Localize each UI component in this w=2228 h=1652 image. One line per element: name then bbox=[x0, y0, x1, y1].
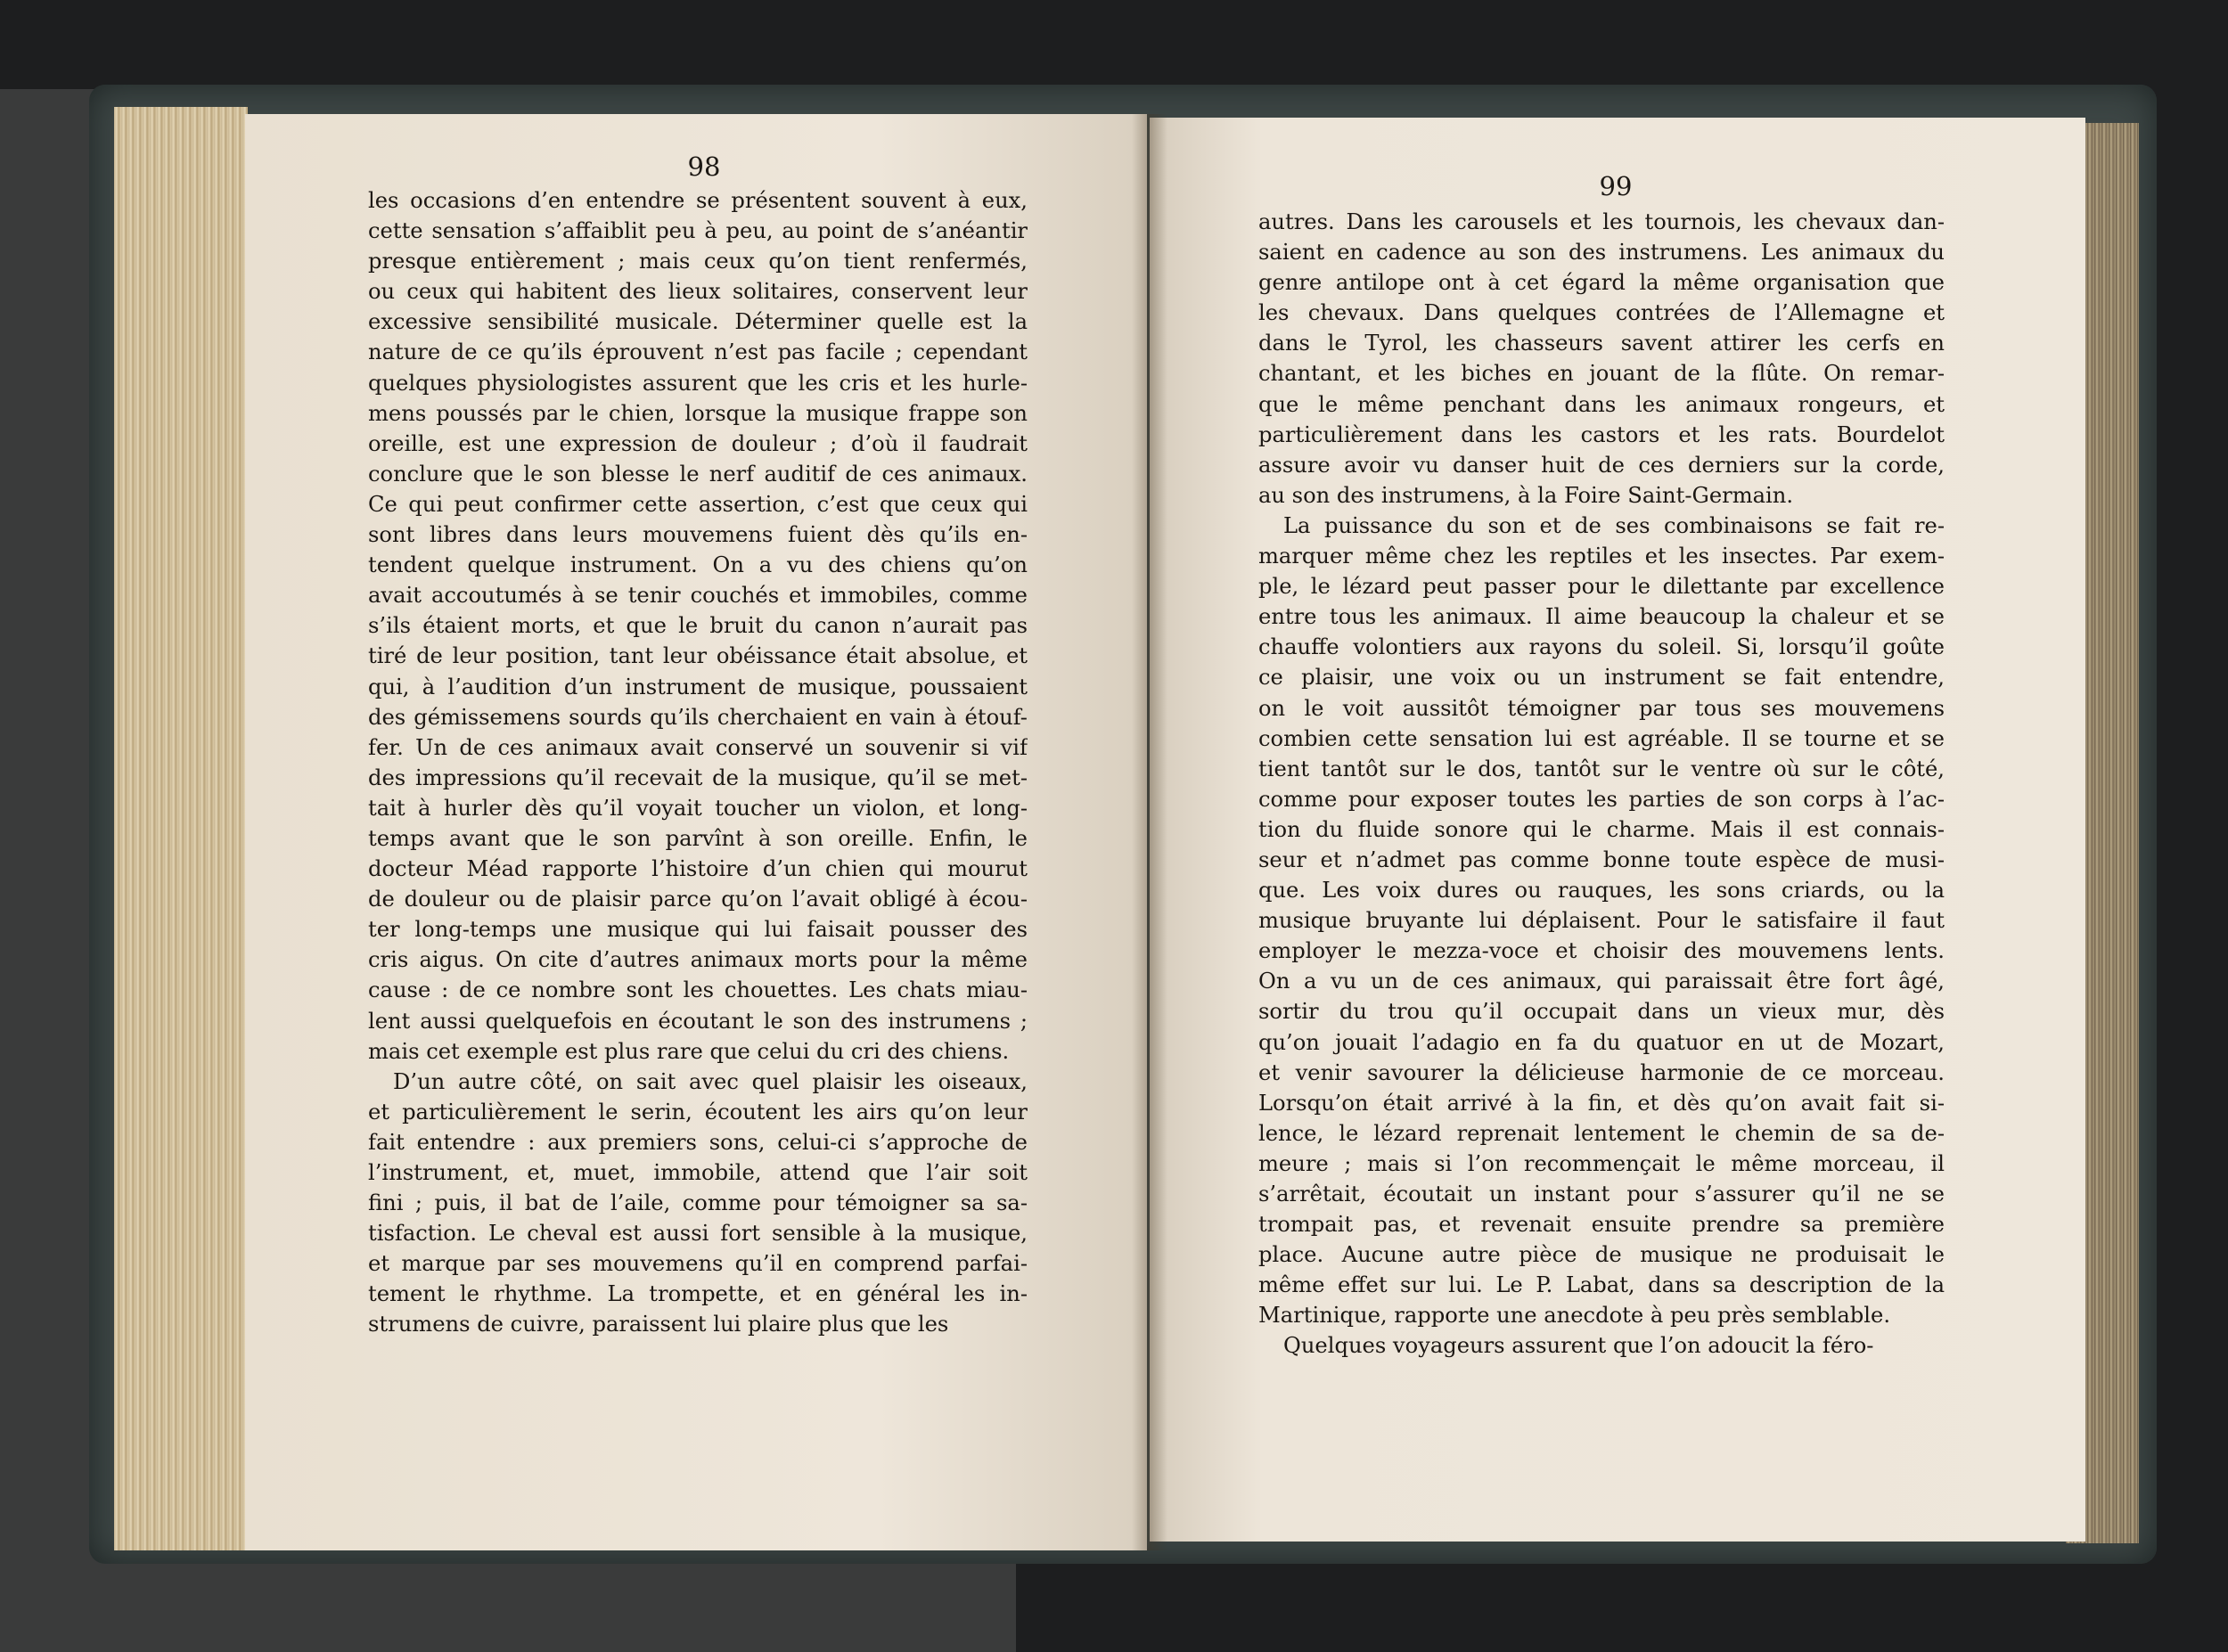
page-stack-left bbox=[114, 107, 248, 1550]
text-line: tient tantôt sur le dos, tantôt sur le ventre où sur le côté, bbox=[1258, 756, 1945, 781]
text-line: l’instrument, et, muet, immobile, attend que l’air soit bbox=[368, 1160, 1028, 1185]
right-page-text bbox=[1258, 207, 1945, 1362]
text-line: cause : de ce nombre sont les chouettes. Les chats miau- bbox=[368, 977, 1028, 1003]
text-line: comme pour exposer toutes les parties de son corps à l’ac- bbox=[1258, 786, 1945, 812]
text-line: particulièrement dans les castors et les rats. Bourdelot bbox=[1258, 421, 1945, 447]
text-line: oreille, est une expression de douleur ; d’où il faudrait bbox=[368, 430, 1028, 456]
text-line: marquer même chez les reptiles et les insectes. Par exem- bbox=[1258, 544, 1945, 569]
text-line: ple, le lézard peut passer pour le dilettante par excellence bbox=[1258, 574, 1945, 600]
text-line: Lorsqu’on était arrivé à la fin, et dès qu’on avait fait si- bbox=[1258, 1090, 1945, 1116]
text-line: tisfaction. Le cheval est aussi fort sensible à la musique, bbox=[368, 1221, 1028, 1247]
text-line: mens poussés par le chien, lorsque la musique frappe son bbox=[368, 400, 1028, 426]
text-line: et marque par ses mouvemens qu’il en comprend parfai- bbox=[368, 1251, 1028, 1277]
text-line: que le même penchant dans les animaux rongeurs, et bbox=[1258, 391, 1945, 417]
text-line: ter long-temps une musique qui lui faisait pousser des bbox=[368, 917, 1028, 943]
text-line: et particulièrement le serin, écoutent les airs qu’on leur bbox=[368, 1099, 1028, 1125]
text-line: trompait pas, et revenait ensuite prendre sa première bbox=[1258, 1212, 1945, 1238]
text-line: chantant, et les biches en jouant de la flûte. On remar- bbox=[1258, 361, 1945, 387]
text-line: qu’on jouait l’adagio en fa du quatuor en ut de Mozart, bbox=[1258, 1029, 1945, 1055]
scan-backdrop-top bbox=[0, 0, 1016, 89]
text-line: des gémissemens sourds qu’ils cherchaient en vain à étouf- bbox=[368, 704, 1028, 730]
text-line: avait accoutumés à se tenir couchés et immobiles, comme bbox=[368, 583, 1028, 609]
text-line: place. Aucune autre pièce de musique ne produisait le bbox=[1258, 1242, 1945, 1268]
text-line: tendent quelque instrument. On a vu des chiens qu’on bbox=[368, 552, 1028, 578]
text-line: s’ils étaient morts, et que le bruit du canon n’aurait pas bbox=[368, 613, 1028, 639]
text-line: même effet sur lui. Le P. Labat, dans sa description de la bbox=[1258, 1272, 1945, 1298]
text-line: autres. Dans les carousels et les tournois, les chevaux dan- bbox=[1258, 209, 1945, 234]
text-line: meure ; mais si l’on recommençait le même morceau, il bbox=[1258, 1150, 1945, 1176]
text-line: lent aussi quelquefois en écoutant le son des instrumens ; bbox=[368, 1008, 1028, 1034]
text-line: lence, le lézard reprenait lentement le chemin de sa de- bbox=[1258, 1120, 1945, 1146]
right-page bbox=[1150, 118, 2085, 1542]
text-line: chauffe volontiers aux rayons du soleil. Si, lorsqu’il goûte bbox=[1258, 634, 1945, 660]
text-line: que. Les voix dures ou rauques, les sons criards, ou la bbox=[1258, 878, 1945, 904]
text-line: combien cette sensation lui est agréable. Il se tourne et se bbox=[1258, 725, 1945, 751]
text-line: docteur Méad rapporte l’histoire d’un chien qui mourut bbox=[368, 856, 1028, 882]
text-line: D’un autre côté, on sait avec quel plaisir les oiseaux, bbox=[393, 1068, 1028, 1094]
text-line: conclure que le son blesse le nerf auditif de ces animaux. bbox=[368, 461, 1028, 487]
text-line: Martinique, rapporte une anecdote à peu près semblable. bbox=[1258, 1303, 1891, 1329]
text-line: qui, à l’audition d’un instrument de musique, poussaient bbox=[368, 674, 1028, 699]
text-line: au son des instrumens, à la Foire Saint-Germain. bbox=[1258, 482, 1794, 508]
text-line: des impressions qu’il recevait de la musique, qu’il se met- bbox=[368, 765, 1028, 790]
text-line: on le voit aussitôt témoigner par tous ses mouvemens bbox=[1258, 695, 1945, 721]
text-line: strumens de cuivre, paraissent lui plaire plus que les bbox=[368, 1312, 949, 1337]
page-number-right: 99 bbox=[1599, 171, 1633, 201]
text-line: entre tous les animaux. Il aime beaucoup la chaleur et se bbox=[1258, 604, 1945, 630]
text-line: les chevaux. Dans quelques contrées de l’Allemagne et bbox=[1258, 300, 1945, 326]
text-line: genre antilope ont à cet égard la même organisation que bbox=[1258, 270, 1945, 296]
text-line: Ce qui peut confirmer cette assertion, c’est que ceux qui bbox=[368, 491, 1028, 517]
book-gutter bbox=[1132, 114, 1167, 1550]
text-line: tion du fluide sonore qui le charme. Mais il est connais- bbox=[1258, 816, 1945, 842]
text-line: employer le mezza-voce et choisir des mouvemens lents. bbox=[1258, 938, 1945, 964]
text-line: tait à hurler dès qu’il voyait toucher un violon, et long- bbox=[368, 795, 1028, 821]
text-line: ou ceux qui habitent des lieux solitaires, conservent leur bbox=[368, 279, 1028, 305]
text-line: fer. Un de ces animaux avait conservé un souvenir si vif bbox=[368, 734, 1028, 760]
text-line: excessive sensibilité musicale. Déterminer quelle est la bbox=[368, 309, 1028, 335]
text-line: saient en cadence au son des instrumens. Les animaux du bbox=[1258, 240, 1945, 266]
text-line: cris aigus. On cite d’autres animaux morts pour la même bbox=[368, 947, 1028, 973]
text-line: seur et n’admet pas comme bonne toute espèce de musi- bbox=[1258, 846, 1945, 872]
text-line: dans le Tyrol, les chasseurs savent attirer les cerfs en bbox=[1258, 331, 1945, 356]
text-line: assure avoir vu danser huit de ces derniers sur la corde, bbox=[1258, 452, 1945, 478]
text-line: nature de ce qu’ils éprouvent n’est pas facile ; cependant bbox=[368, 339, 1028, 365]
text-line: de douleur ou de plaisir parce qu’on l’avait obligé à écou- bbox=[368, 887, 1028, 912]
page-number-left: 98 bbox=[687, 151, 721, 182]
text-line: cette sensation s’affaiblit peu à peu, au point de s’anéantir bbox=[368, 218, 1028, 244]
text-line: tiré de leur position, tant leur obéissance était absolue, et bbox=[368, 643, 1028, 669]
text-line: ce plaisir, une voix ou un instrument se fait entendre, bbox=[1258, 665, 1945, 691]
text-line: sortir du trou qu’il occupait dans un vieux mur, dès bbox=[1258, 999, 1945, 1025]
text-line: temps avant que le son parvînt à son oreille. Enfin, le bbox=[368, 825, 1028, 851]
text-line: mais cet exemple est plus rare que celui du cri des chiens. bbox=[368, 1038, 1010, 1064]
text-line: les occasions d’en entendre se présentent souvent à eux, bbox=[368, 188, 1028, 213]
left-page bbox=[245, 114, 1147, 1550]
text-line: s’arrêtait, écoutait un instant pour s’assurer qu’il ne se bbox=[1258, 1182, 1945, 1206]
text-line: presque entièrement ; mais ceux qu’on tient renfermés, bbox=[368, 249, 1028, 274]
text-line: Quelques voyageurs assurent que l’on adoucit la féro- bbox=[1283, 1333, 1874, 1359]
text-line: quelques physiologistes assurent que les cris et les hurle- bbox=[368, 370, 1028, 396]
left-page-text bbox=[368, 185, 1028, 1340]
text-line: tement le rhythme. La trompette, et en général les in- bbox=[368, 1281, 1028, 1307]
text-line: La puissance du son et de ses combinaisons se fait re- bbox=[1283, 512, 1945, 538]
text-line: On a vu un de ces animaux, qui paraissait être fort âgé, bbox=[1258, 969, 1945, 994]
text-line: musique bruyante lui déplaisent. Pour le satisfaire il faut bbox=[1258, 908, 1945, 934]
text-line: fini ; puis, il bat de l’aile, comme pour témoigner sa sa- bbox=[368, 1190, 1028, 1216]
text-line: sont libres dans leurs mouvemens fuient dès qu’ils en- bbox=[368, 522, 1028, 548]
text-line: et venir savourer la délicieuse harmonie de ce morceau. bbox=[1258, 1059, 1945, 1085]
text-line: fait entendre : aux premiers sons, celui-ci s’approche de bbox=[368, 1129, 1028, 1155]
